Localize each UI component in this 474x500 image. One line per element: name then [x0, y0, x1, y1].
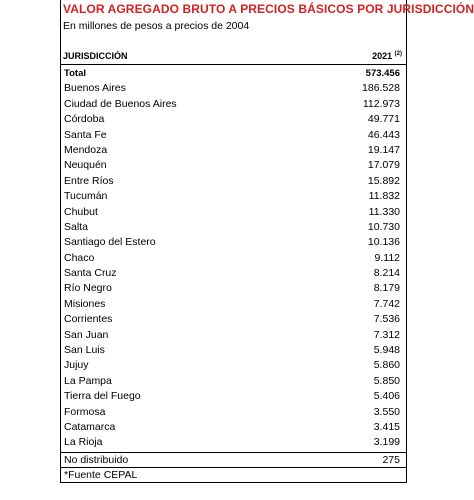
table-row-undistributed [61, 453, 406, 467]
table-row [61, 358, 406, 373]
row-value: 10.136 [367, 236, 400, 249]
table-row [61, 97, 406, 112]
table-row [61, 205, 406, 220]
row-value: 5.948 [373, 344, 400, 357]
row-value: 5.850 [373, 374, 400, 387]
table-row [61, 343, 406, 358]
row-name: Entre Ríos [64, 174, 114, 187]
row-value: 3.415 [373, 420, 400, 433]
row-name: Santa Fe [64, 128, 107, 141]
row-value: 112.973 [362, 97, 400, 110]
row-name: Río Negro [64, 282, 112, 295]
row-value: 3.550 [373, 405, 400, 418]
row-name: Neuquén [64, 159, 107, 172]
row-name: Salta [64, 220, 88, 233]
table-row [61, 328, 406, 343]
table-row [61, 220, 406, 235]
table-row [61, 235, 406, 250]
source-text: *Fuente CEPAL [64, 469, 138, 481]
table-row [61, 435, 406, 450]
row-value: 15.892 [367, 174, 400, 187]
row-name: Corrientes [64, 313, 113, 326]
table-subtitle: En millones de pesos a precios de 2004 [63, 20, 250, 32]
row-value: 5.406 [373, 390, 400, 403]
row-value: 10.730 [367, 220, 400, 233]
row-value: 3.199 [373, 436, 400, 449]
row-value: 19.147 [367, 143, 400, 156]
header-jurisdiccion: JURISDICCIÓN [63, 51, 128, 61]
table-row [61, 374, 406, 389]
row-value: 8.214 [373, 267, 400, 280]
row-name: San Luis [64, 344, 105, 357]
table-row [61, 189, 406, 204]
table-row-total [61, 66, 406, 81]
row-name: La Pampa [64, 374, 112, 387]
row-name: Santa Cruz [64, 267, 117, 280]
row-name: Misiones [64, 297, 106, 310]
data-table-frame [60, 0, 474, 483]
table-row [61, 420, 406, 435]
table-row [61, 143, 406, 158]
row-value: 8.179 [373, 282, 400, 295]
row-name: Chubut [64, 205, 98, 218]
row-name: Buenos Aires [64, 82, 126, 95]
row-name: Ciudad de Buenos Aires [64, 97, 177, 110]
row-name: Chaco [64, 251, 95, 264]
row-value: 573.456 [365, 68, 400, 79]
row-value: 11.832 [368, 190, 400, 203]
row-name: Mendoza [64, 143, 108, 156]
row-value: 7.742 [373, 297, 400, 310]
header-year-note: (2) [394, 51, 402, 57]
table-row [61, 312, 406, 327]
row-name: Jujuy [64, 359, 89, 372]
row-value: 46.443 [367, 128, 400, 141]
header-year [372, 51, 402, 61]
row-value: 49.771 [367, 113, 400, 126]
table-row [61, 128, 406, 143]
row-value: 7.312 [373, 328, 400, 341]
table-header [61, 49, 406, 64]
row-name: Tucumán [64, 190, 108, 203]
row-value: 17.079 [367, 159, 400, 172]
row-name: No distribuido [64, 454, 129, 466]
table-row [61, 297, 406, 312]
row-name: Tierra del Fuego [64, 390, 141, 403]
row-value: 5.860 [373, 359, 400, 372]
row-name: Catamarca [64, 420, 116, 433]
table-row [61, 266, 406, 281]
row-name: La Rioja [64, 436, 103, 449]
row-name: Formosa [64, 405, 106, 418]
row-value: 9.112 [374, 251, 400, 264]
table-title: VALOR AGREGADO BRUTO A PRECIOS BÁSICOS POR JURISDICCIÓN [63, 2, 474, 16]
table-row [61, 81, 406, 96]
table-row [61, 405, 406, 420]
row-name: Santiago del Estero [64, 236, 156, 249]
table-row [61, 158, 406, 173]
row-name: Córdoba [64, 113, 105, 126]
header-year-label: 2021 [372, 51, 393, 61]
table-row [61, 281, 406, 296]
header-divider [61, 64, 406, 65]
table-body [61, 66, 406, 451]
source-note [61, 468, 406, 482]
row-value: 7.536 [373, 313, 400, 326]
table-row [61, 389, 406, 404]
row-value: 186.528 [362, 82, 400, 95]
row-value: 275 [382, 454, 400, 466]
row-name: San Juan [64, 328, 109, 341]
table-row [61, 251, 406, 266]
table-row [61, 174, 406, 189]
row-name: Total [64, 68, 86, 79]
table-row [61, 112, 406, 127]
row-value: 11.330 [368, 205, 400, 218]
